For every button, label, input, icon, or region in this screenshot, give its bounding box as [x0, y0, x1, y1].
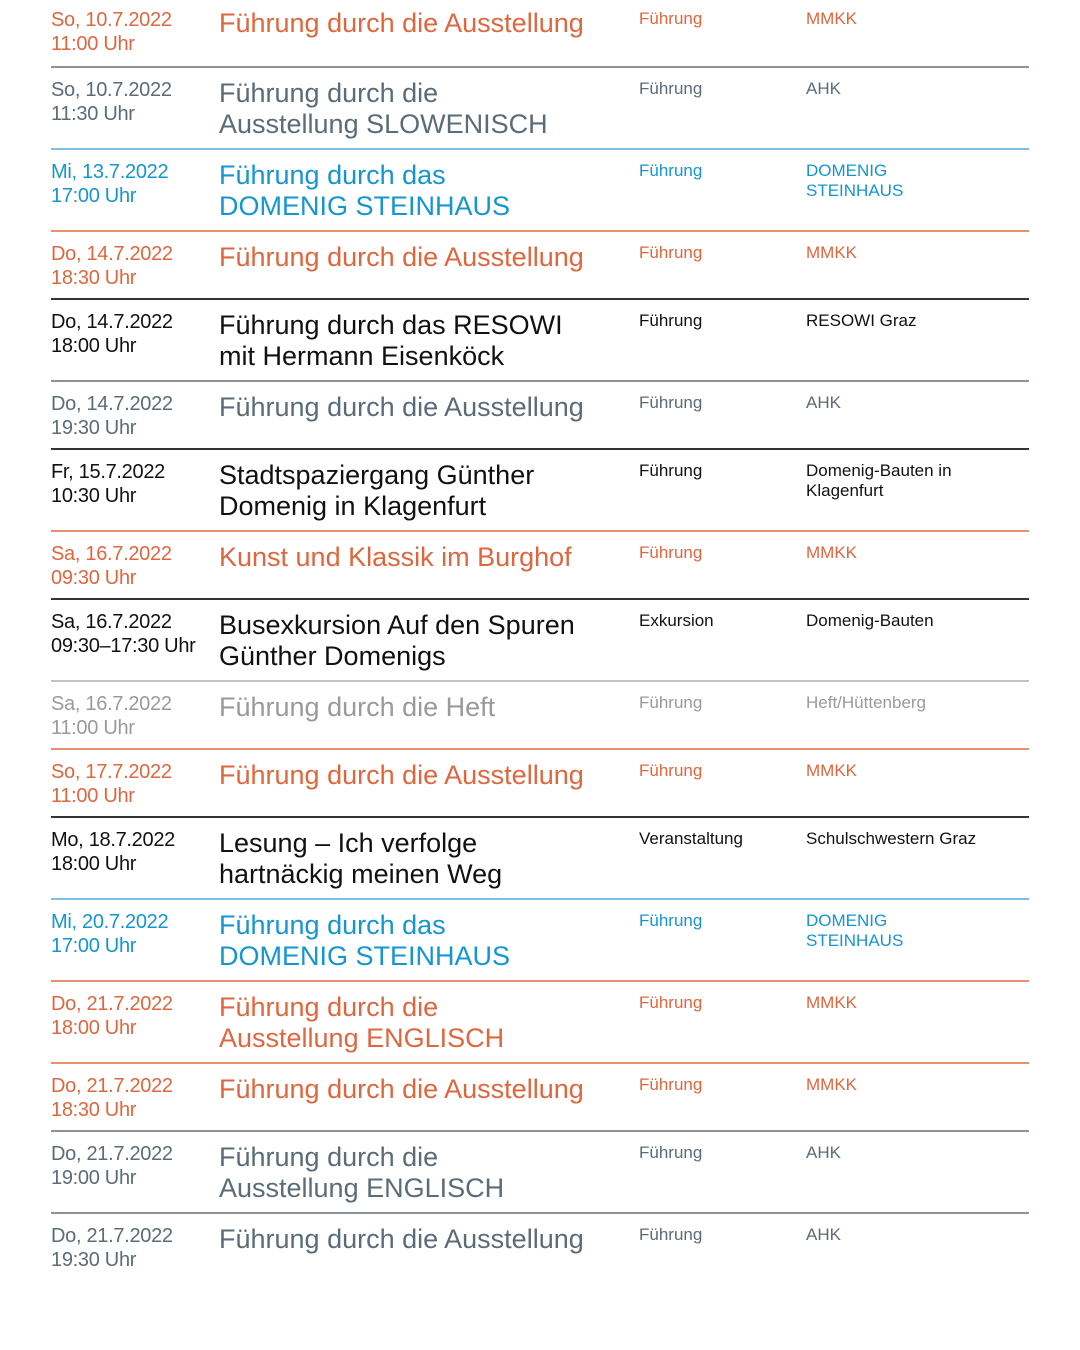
event-location: Domenig-Bauten: [806, 611, 934, 630]
event-row[interactable]: [51, 530, 1029, 598]
event-datetime: [51, 1142, 219, 1204]
event-title[interactable]: Führung durch das DOMENIG STEINHAUS: [219, 160, 511, 221]
event-type: Führung: [639, 1075, 703, 1094]
event-date: So, 10.7.2022: [51, 79, 172, 101]
event-location: Heft/Hüttenberg: [806, 693, 927, 712]
event-location: MMKK: [806, 243, 857, 262]
event-list: [51, 0, 1029, 1280]
event-time: 19:00 Uhr: [51, 1167, 137, 1189]
event-time: 11:00 Uhr: [51, 717, 135, 739]
event-title[interactable]: Führung durch die Ausstellung: [219, 8, 584, 38]
event-type: Führung: [639, 1143, 703, 1162]
event-row[interactable]: [51, 980, 1029, 1062]
event-title[interactable]: Führung durch die Ausstellung: [219, 1074, 584, 1104]
event-row[interactable]: [51, 1130, 1029, 1212]
event-time: 18:00 Uhr: [51, 335, 137, 357]
event-title[interactable]: Führung durch die Heft: [219, 692, 496, 722]
event-datetime: [51, 760, 219, 808]
event-type: Veranstaltung: [639, 829, 743, 848]
event-location: Domenig-Bauten in Klagenfurt: [806, 461, 952, 500]
event-datetime: [51, 78, 219, 140]
event-title[interactable]: Führung durch die Ausstellung: [219, 242, 584, 272]
event-location: AHK: [806, 79, 841, 98]
event-time: 18:30 Uhr: [51, 267, 137, 289]
event-title[interactable]: Führung durch die Ausstellung: [219, 1224, 584, 1254]
event-title[interactable]: Führung durch die Ausstellung SLOWENISCH: [219, 78, 548, 139]
event-type: Führung: [639, 243, 703, 262]
event-row[interactable]: [51, 0, 1029, 66]
event-location: DOMENIG STEINHAUS: [806, 161, 904, 200]
event-type: Führung: [639, 761, 703, 780]
event-title[interactable]: Führung durch die Ausstellung: [219, 392, 584, 422]
event-time: 19:30 Uhr: [51, 1249, 137, 1271]
event-type: Führung: [639, 1225, 703, 1244]
event-date: Mo, 18.7.2022: [51, 829, 175, 851]
event-datetime: [51, 160, 219, 222]
event-type: Führung: [639, 161, 703, 180]
event-date: Do, 21.7.2022: [51, 993, 173, 1015]
event-time: 17:00 Uhr: [51, 935, 137, 957]
event-date: Sa, 16.7.2022: [51, 543, 172, 565]
event-type: Exkursion: [639, 611, 714, 630]
event-row[interactable]: [51, 898, 1029, 980]
event-type: Führung: [639, 993, 703, 1012]
event-row[interactable]: [51, 66, 1029, 148]
event-type: Führung: [639, 461, 703, 480]
event-row[interactable]: [51, 816, 1029, 898]
event-type: Führung: [639, 543, 703, 562]
event-date: So, 10.7.2022: [51, 9, 172, 31]
event-datetime: [51, 1074, 219, 1122]
event-location: AHK: [806, 1225, 841, 1244]
event-location: MMKK: [806, 543, 857, 562]
event-row[interactable]: [51, 298, 1029, 380]
event-title[interactable]: Kunst und Klassik im Burghof: [219, 542, 572, 572]
event-row[interactable]: [51, 1212, 1029, 1280]
event-location: MMKK: [806, 993, 857, 1012]
event-time: 11:00 Uhr: [51, 33, 135, 55]
event-datetime: [51, 542, 219, 590]
event-time: 11:30 Uhr: [51, 103, 135, 125]
event-type: Führung: [639, 79, 703, 98]
event-location: MMKK: [806, 761, 857, 780]
event-date: Fr, 15.7.2022: [51, 461, 165, 483]
event-date: Do, 21.7.2022: [51, 1225, 173, 1247]
event-date: Do, 21.7.2022: [51, 1143, 173, 1165]
event-location: MMKK: [806, 1075, 857, 1094]
event-title[interactable]: Führung durch das DOMENIG STEINHAUS: [219, 910, 511, 971]
event-date: So, 17.7.2022: [51, 761, 172, 783]
event-row[interactable]: [51, 380, 1029, 448]
event-type: Führung: [639, 311, 703, 330]
event-title[interactable]: Führung durch die Ausstellung: [219, 760, 584, 790]
event-date: Do, 14.7.2022: [51, 393, 173, 415]
event-date: Do, 21.7.2022: [51, 1075, 173, 1097]
event-row[interactable]: [51, 748, 1029, 816]
event-time: 10:30 Uhr: [51, 485, 137, 507]
event-time: 18:30 Uhr: [51, 1099, 137, 1121]
event-type: Führung: [639, 393, 703, 412]
event-datetime: [51, 992, 219, 1054]
event-time: 09:30–17:30 Uhr: [51, 635, 196, 657]
event-date: Sa, 16.7.2022: [51, 693, 172, 715]
event-location: MMKK: [806, 9, 857, 28]
event-date: Mi, 13.7.2022: [51, 161, 169, 183]
event-row[interactable]: [51, 448, 1029, 530]
event-row[interactable]: [51, 598, 1029, 680]
event-location: AHK: [806, 393, 841, 412]
event-title[interactable]: Lesung – Ich verfolge hartnäckig meinen Weg: [219, 828, 503, 889]
event-title[interactable]: Führung durch das RESOWI mit Hermann Eisenköck: [219, 310, 563, 371]
event-location: RESOWI Graz: [806, 311, 917, 330]
event-type: Führung: [639, 693, 703, 712]
event-date: Do, 14.7.2022: [51, 311, 173, 333]
event-row[interactable]: [51, 1062, 1029, 1130]
event-title[interactable]: Stadtspaziergang Günther Domenig in Klagenfurt: [219, 460, 535, 521]
event-datetime: [51, 610, 219, 672]
event-datetime: [51, 460, 219, 522]
event-time: 19:30 Uhr: [51, 417, 137, 439]
event-datetime: [51, 392, 219, 440]
event-type: Führung: [639, 911, 703, 930]
event-location: Schulschwestern Graz: [806, 829, 977, 848]
event-date: Sa, 16.7.2022: [51, 611, 172, 633]
event-time: 17:00 Uhr: [51, 185, 137, 207]
event-datetime: [51, 8, 219, 58]
event-location: DOMENIG STEINHAUS: [806, 911, 904, 950]
event-time: 18:00 Uhr: [51, 853, 137, 875]
event-datetime: [51, 310, 219, 372]
event-row[interactable]: [51, 230, 1029, 298]
event-type: Führung: [639, 9, 703, 28]
event-title[interactable]: Führung durch die Ausstellung ENGLISCH: [219, 992, 505, 1053]
event-datetime: [51, 828, 219, 890]
event-date: Mi, 20.7.2022: [51, 911, 169, 933]
event-time: 09:30 Uhr: [51, 567, 137, 589]
event-title[interactable]: Führung durch die Ausstellung ENGLISCH: [219, 1142, 505, 1203]
event-time: 11:00 Uhr: [51, 785, 135, 807]
event-datetime: [51, 1224, 219, 1272]
event-time: 18:00 Uhr: [51, 1017, 137, 1039]
event-row[interactable]: [51, 680, 1029, 748]
event-row[interactable]: [51, 148, 1029, 230]
event-datetime: [51, 242, 219, 290]
event-title[interactable]: Busexkursion Auf den Spuren Günther Domenigs: [219, 610, 575, 671]
event-date: Do, 14.7.2022: [51, 243, 173, 265]
event-datetime: [51, 910, 219, 972]
event-location: AHK: [806, 1143, 841, 1162]
event-datetime: [51, 692, 219, 740]
